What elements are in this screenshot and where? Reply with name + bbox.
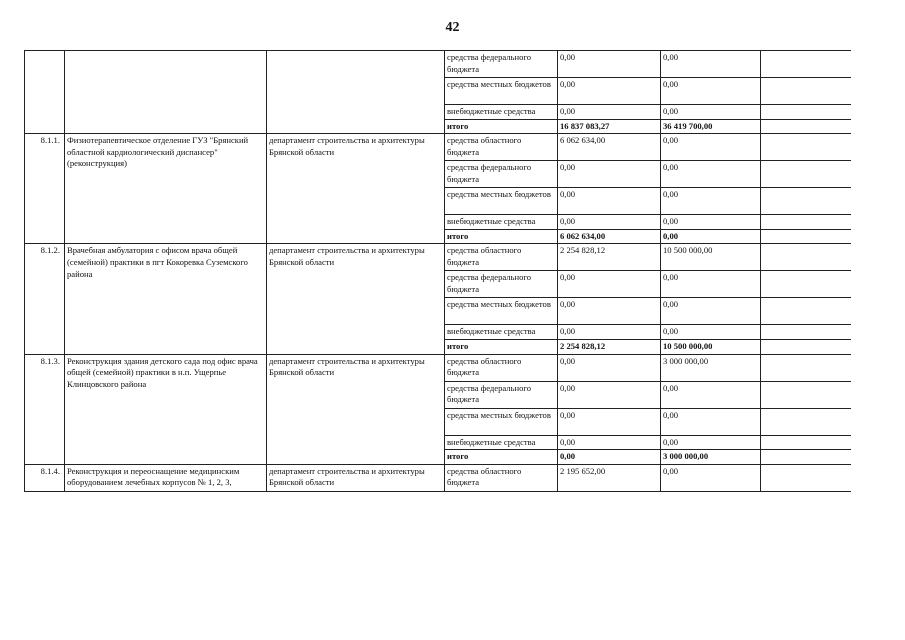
funding-source: итого bbox=[445, 229, 558, 244]
funding-source: средства областного бюджета bbox=[445, 464, 558, 491]
amount-value: 0,00 bbox=[661, 134, 761, 161]
funding-source: итого bbox=[445, 339, 558, 354]
funding-source: средства областного бюджета bbox=[445, 244, 558, 271]
entry-number bbox=[25, 51, 65, 134]
empty-cell bbox=[761, 244, 852, 271]
amount-value: 0,00 bbox=[661, 161, 761, 188]
empty-cell bbox=[761, 354, 852, 381]
funding-source: средства местных бюджетов bbox=[445, 188, 558, 215]
amount-value: 0,00 bbox=[558, 381, 661, 408]
amount-value: 10 500 000,00 bbox=[661, 244, 761, 271]
amount-value: 0,00 bbox=[558, 325, 661, 340]
funding-source: средства федерального бюджета bbox=[445, 161, 558, 188]
amount-value: 0,00 bbox=[558, 271, 661, 298]
amount-value: 0,00 bbox=[558, 188, 661, 215]
amount-value: 2 254 828,12 bbox=[558, 339, 661, 354]
entry-number: 8.1.1. bbox=[25, 134, 65, 244]
amount-value: 0,00 bbox=[661, 105, 761, 120]
entry-number: 8.1.4. bbox=[25, 464, 65, 491]
amount-value: 0,00 bbox=[558, 435, 661, 450]
entry-executor: департамент строительства и архитектуры Брянской области bbox=[267, 134, 445, 244]
amount-value: 0,00 bbox=[661, 408, 761, 435]
empty-cell bbox=[761, 298, 852, 325]
entry-name: Физиотерапевтическое отделение ГУЗ "Брянский областной кардиологический диспансер" (реконструкция) bbox=[65, 134, 267, 244]
empty-cell bbox=[761, 339, 852, 354]
empty-cell bbox=[761, 408, 852, 435]
funding-source: внебюджетные средства bbox=[445, 435, 558, 450]
amount-value: 0,00 bbox=[558, 408, 661, 435]
entry-number: 8.1.3. bbox=[25, 354, 65, 464]
amount-value: 2 195 652,00 bbox=[558, 464, 661, 491]
empty-cell bbox=[761, 78, 852, 105]
entry-number: 8.1.2. bbox=[25, 244, 65, 354]
amount-value: 0,00 bbox=[558, 354, 661, 381]
funding-source: средства местных бюджетов bbox=[445, 78, 558, 105]
table-row bbox=[25, 244, 852, 271]
entry-name: Реконструкция здания детского сада под офис врача общей (семейной) практики в н.п. Ущерпье Клинцовского района bbox=[65, 354, 267, 464]
empty-cell bbox=[761, 215, 852, 230]
amount-value: 0,00 bbox=[558, 161, 661, 188]
amount-value: 0,00 bbox=[661, 298, 761, 325]
budget-table-wrapper bbox=[24, 50, 851, 592]
funding-source: средства местных бюджетов bbox=[445, 298, 558, 325]
empty-cell bbox=[761, 271, 852, 298]
funding-source: итого bbox=[445, 119, 558, 134]
amount-value: 0,00 bbox=[558, 298, 661, 325]
budget-table-body bbox=[25, 51, 852, 492]
entry-name: Реконструкция и переоснащение медицинским оборудованием лечебных корпусов № 1, 2, 3, bbox=[65, 464, 267, 491]
amount-value: 0,00 bbox=[661, 381, 761, 408]
entry-name bbox=[65, 51, 267, 134]
empty-cell bbox=[761, 119, 852, 134]
amount-value: 0,00 bbox=[558, 105, 661, 120]
amount-value: 0,00 bbox=[661, 435, 761, 450]
amount-value: 3 000 000,00 bbox=[661, 354, 761, 381]
amount-value: 16 837 083,27 bbox=[558, 119, 661, 134]
amount-value: 0,00 bbox=[661, 51, 761, 78]
empty-cell bbox=[761, 464, 852, 491]
amount-value: 0,00 bbox=[661, 229, 761, 244]
funding-source: внебюджетные средства bbox=[445, 325, 558, 340]
page-number: 42 bbox=[445, 20, 460, 35]
empty-cell bbox=[761, 229, 852, 244]
amount-value: 0,00 bbox=[661, 271, 761, 298]
empty-cell bbox=[761, 435, 852, 450]
empty-cell bbox=[761, 381, 852, 408]
amount-value: 0,00 bbox=[661, 464, 761, 491]
entry-executor: департамент строительства и архитектуры Брянской области bbox=[267, 354, 445, 464]
empty-cell bbox=[761, 51, 852, 78]
funding-source: внебюджетные средства bbox=[445, 215, 558, 230]
amount-value: 0,00 bbox=[558, 78, 661, 105]
amount-value: 36 419 700,00 bbox=[661, 119, 761, 134]
amount-value: 0,00 bbox=[558, 51, 661, 78]
table-row bbox=[25, 51, 852, 78]
amount-value: 0,00 bbox=[558, 450, 661, 465]
empty-cell bbox=[761, 450, 852, 465]
empty-cell bbox=[761, 134, 852, 161]
funding-source: средства областного бюджета bbox=[445, 134, 558, 161]
table-row bbox=[25, 464, 852, 491]
entry-executor: департамент строительства и архитектуры Брянской области bbox=[267, 244, 445, 354]
entry-executor bbox=[267, 51, 445, 134]
table-row bbox=[25, 134, 852, 161]
empty-cell bbox=[761, 161, 852, 188]
table-row bbox=[25, 354, 852, 381]
funding-source: средства областного бюджета bbox=[445, 354, 558, 381]
funding-source: средства местных бюджетов bbox=[445, 408, 558, 435]
amount-value: 3 000 000,00 bbox=[661, 450, 761, 465]
empty-cell bbox=[761, 325, 852, 340]
funding-source: средства федерального бюджета bbox=[445, 271, 558, 298]
amount-value: 6 062 634,00 bbox=[558, 229, 661, 244]
amount-value: 0,00 bbox=[661, 188, 761, 215]
amount-value: 10 500 000,00 bbox=[661, 339, 761, 354]
amount-value: 0,00 bbox=[661, 215, 761, 230]
page-cut-edge bbox=[24, 586, 851, 592]
funding-source: итого bbox=[445, 450, 558, 465]
amount-value: 0,00 bbox=[661, 78, 761, 105]
amount-value: 6 062 634,00 bbox=[558, 134, 661, 161]
funding-source: средства федерального бюджета bbox=[445, 51, 558, 78]
amount-value: 2 254 828,12 bbox=[558, 244, 661, 271]
amount-value: 0,00 bbox=[661, 325, 761, 340]
empty-cell bbox=[761, 105, 852, 120]
entry-name: Врачебная амбулатория с офисом врача общей (семейной) практики в пгт Кокоревка Суземского района bbox=[65, 244, 267, 354]
amount-value: 0,00 bbox=[558, 215, 661, 230]
funding-source: средства федерального бюджета bbox=[445, 381, 558, 408]
budget-table bbox=[24, 50, 851, 492]
empty-cell bbox=[761, 188, 852, 215]
entry-executor: департамент строительства и архитектуры Брянской области bbox=[267, 464, 445, 491]
funding-source: внебюджетные средства bbox=[445, 105, 558, 120]
